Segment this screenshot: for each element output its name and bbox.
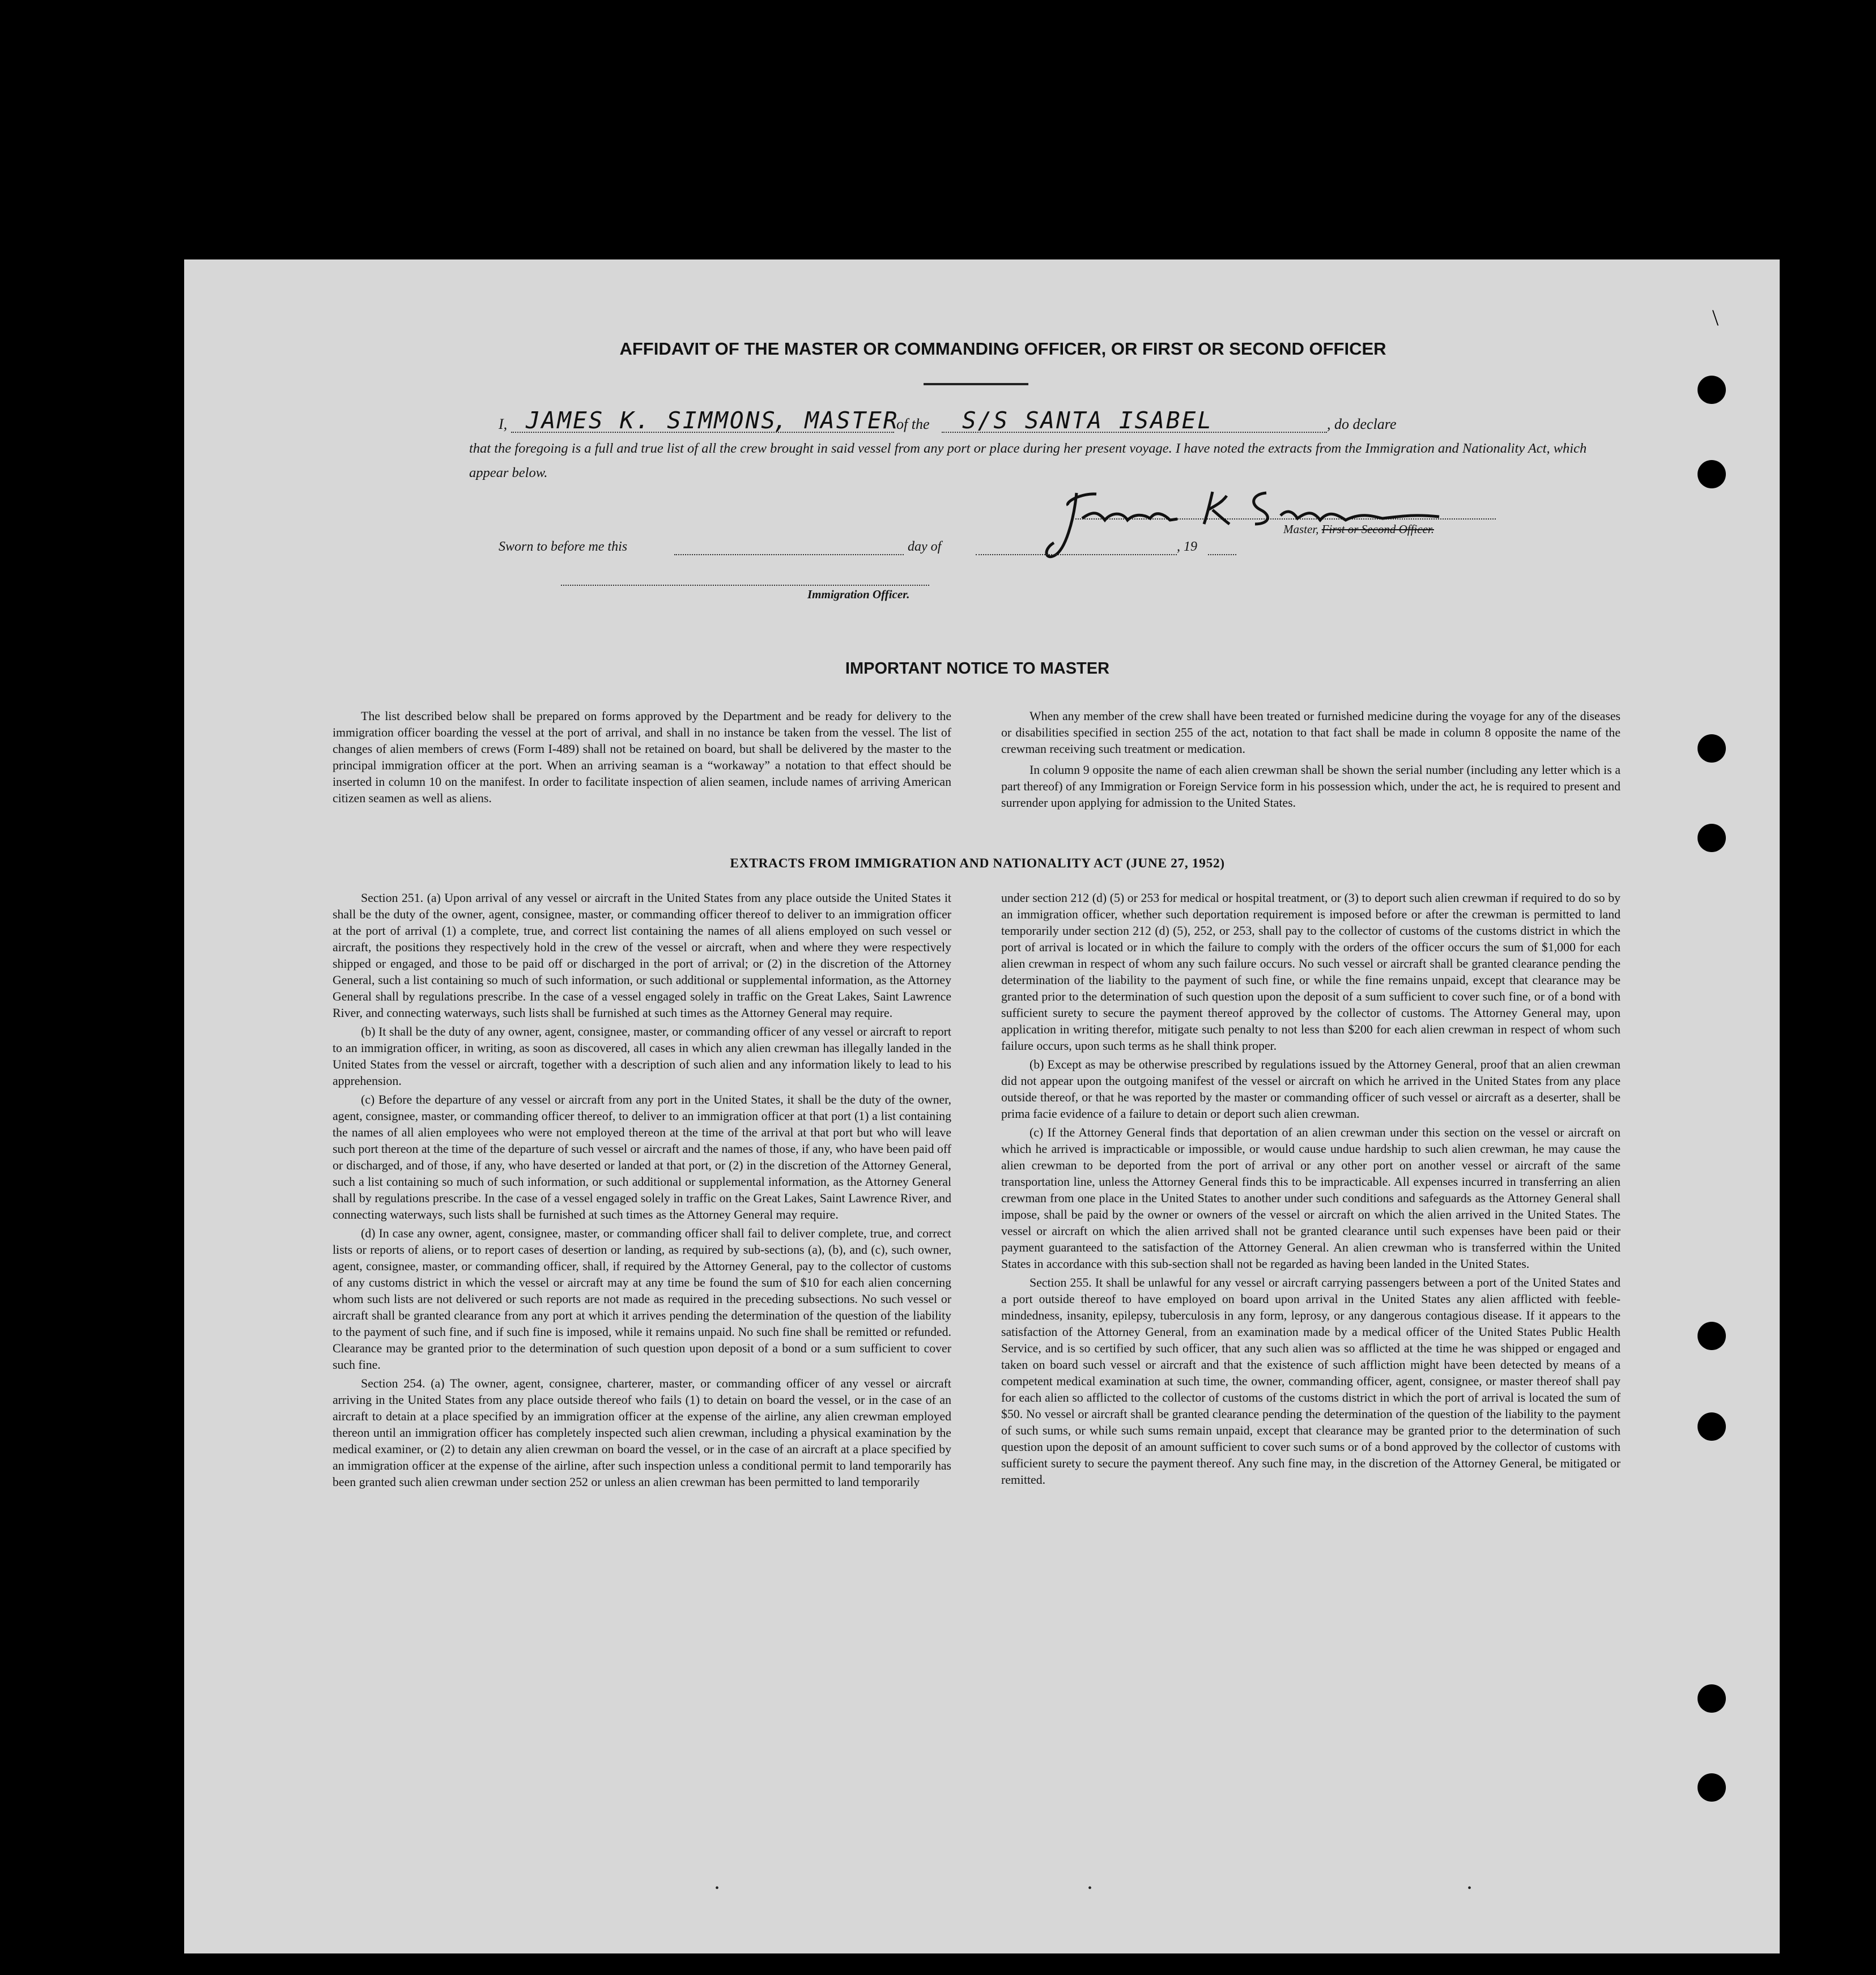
section-paragraph: (b) It shall be the duty of any owner, agent, consignee, master, or commanding officer of any vessel or aircraft to report to an immigration officer, in writing, as soon as discovered, all cases in which any alien crewman has illegally landed in the United States from the vessel or aircraft, together with a description of such alien and any information likely to lead to his apprehension. [333,1025,951,1088]
punch-hole [1698,824,1726,852]
punch-hole [1698,1684,1726,1713]
sworn-label: Sworn to before me this [499,539,628,554]
master-caption-text: Master, [1283,522,1319,536]
section-paragraph: Section 251. (a) Upon arrival of any vessel or aircraft in the United States from any place outside the United States it shall be the duty of the owner, agent, consignee, master, or commanding officer thereof to deliver to an immigration officer at the port of arrival (1) a complete, true, and correct list containing the names of all aliens employed on such vessel or aircraft, the positions they respectively hold in the crew of the vessel or aircraft, when and where they were respectively shipped or engaged, and those to be paid off or discharged in the port of arrival; or (2) in the discretion of the Attorney General, such a list containing so much of such information, or such additional or supplemental information, as the Attorney General shall by regulations prescribe. In the case of a vessel engaged solely in traffic on the Great Lakes, Saint Lawrence River, and connecting waterways, such lists shall be furnished at such times as the Attorney General may require. [333,891,951,1020]
i-label: I, [499,416,508,432]
notice-title: IMPORTANT NOTICE TO MASTER [845,659,1110,678]
master-caption [1283,522,1434,537]
officer-line [561,585,929,586]
punch-hole [1698,734,1726,763]
extracts-left-column [333,890,951,1493]
section-paragraph: Section 254. (a) The owner, agent, consignee, charterer, master, or commanding officer of any vessel or aircraft arriving in the United States from any place outside thereof who fails (1) to detain on board the vessel, or in the case of an aircraft to detain at a place specified by an immigration officer at the expense of the airline, any alien crewman employed thereon until an immigration officer has completely inspected such alien crewman, including a physical examination by the medical examiner, or (2) to detain any alien crewman on board the vessel, or in the case of an aircraft at a place specified by an immigration officer at the expense of the airline, after such inspection unless a conditional permit to land temporarily has been granted such alien crewman under section 252 or unless an alien crewman has been permitted to land temporarily [333,1377,951,1489]
sworn-month-blank [976,554,1177,555]
extracts-right-column [1001,890,1620,1491]
notice-left-paragraph: The list described below shall be prepared on forms approved by the Department and be ready for delivery to the immigration officer boarding the vessel at the port of arrival, and shall in no instance be taken from the vessel. The list of changes of alien members of crews (Form I-489) shall not be retained on board, but shall be delivered by the master to the principal immigration officer at the port. When an arriving seaman is a “workaway” a notation to that effect should be inserted in column 10 on the manifest. In order to facilitate inspection of alien seamen, include names of arriving American citizen seamen as well as aliens. [333,709,951,805]
punch-hole [1698,1322,1726,1350]
affidavit-title: AFFIDAVIT OF THE MASTER OR COMMANDING OFFICER, OR FIRST OR SECOND OFFICER [619,339,1386,359]
punch-hole [1698,1773,1726,1802]
extracts-title: EXTRACTS FROM IMMIGRATION AND NATIONALITY ACT (JUNE 27, 1952) [730,856,1225,871]
do-declare-label: , do declare [1327,416,1397,432]
declaration-text: that the foregoing is a full and true list of all the crew brought in said vessel from any port or place during her present voyage. I have noted the extracts from the Immigration and Nationality Act, which appear below. [469,441,1587,480]
stray-mark: • [715,1882,720,1895]
section-paragraph: Section 255. It shall be unlawful for any vessel or aircraft carrying passengers between a port of the United States and a port outside thereof to have employed on board upon arrival in the United States any alien afflicted with feeble-mindedness, insanity, epilepsy, tuberculosis in any form, leprosy, or any dangerous contagious disease. If it appears to the satisfaction of the Attorney General, from an examination made by a medical officer of the United States Public Health Service, and is so certified by such officer, that any such alien was so afflicted at the time he was shipped or engaged and taken on board such vessel or aircraft and that the existence of such affliction might have been detected by means of a competent medical examination at such time, the owner, commanding officer, agent, consignee, or master thereof shall pay for each alien so afflicted to the collector of customs of the customs district in which the port of arrival is located the sum of $50. No vessel or aircraft shall be granted clearance pending the determination of the question of the liability to the payment of such sums, or while such sums remain unpaid, except that clearance may be granted prior to the determination of such question upon the deposit of an amount sufficient to cover such sums or of a bond approved by the collector of customs with sufficient surety to secure the payment thereof. Any such fine may, in the discretion of the Attorney General, be mitigated or remitted. [1001,1276,1620,1487]
notice-right-paragraph: When any member of the crew shall have been treated or furnished medicine during the voyage for any of the diseases or disabilities specified in section 255 of the act, notation to that fact shall be made in column 8 opposite the name of the crewman receiving such treatment or medication. [1001,709,1620,756]
year-blank [1208,554,1236,555]
notice-left-column [333,708,951,809]
punch-hole [1698,376,1726,404]
notice-right-paragraph: In column 9 opposite the name of each alien crewman shall be shown the serial number (including any letter which is a part thereof) of any Immigration or Foreign Service form in his possession which, under the act, he is required to present and surrender upon applying for admission to the United States. [1001,763,1620,810]
sworn-day-blank [674,554,904,555]
section-paragraph: (c) Before the departure of any vessel or aircraft from any port in the United States, it shall be the duty of the owner, agent, consignee, master, or commanding officer thereof, to deliver to an immigration officer at that port (1) a list containing the names of all alien employees who were not employed thereon at the time of the arrival at that port but who will leave such port thereon at the time of the departure of such vessel or aircraft and the names of those, if any, who have been paid off or discharged, and of those, if any, who have deserted or landed at that port, or (2) in the discretion of the Attorney General, such a list containing so much of such information, or such additional or supplemental information, as the Attorney General shall by regulations prescribe. In the case of a vessel engaged solely in traffic on the Great Lakes, Saint Lawrence River, and connecting waterways, such lists shall be furnished at such times as the Attorney General may require. [333,1093,951,1221]
master-signature [1043,470,1496,561]
declaration-line [499,397,1620,437]
handwritten-vessel: S/S SANTA ISABEL [962,407,1213,434]
handwritten-name: JAMES K. SIMMONS [526,407,777,434]
notice-right-column [1001,708,1620,814]
day-of-label: day of [908,539,942,554]
year-label: , 19 [1177,539,1197,554]
of-the-label: of the [896,416,930,432]
struck-caption-text: First or Second Officer. [1321,522,1434,536]
corner-mark: \ [1712,305,1719,330]
section-paragraph: (b) Except as may be otherwise prescribed by regulations issued by the Attorney General, proof that an alien crewman did not appear upon the outgoing manifest of the vessel or aircraft on which he arrived in the United States from any place outside thereof, or that he was reported by the master or commanding officer of such vessel or aircraft as a deserter, shall be prima facie evidence of a failure to detain or deport such alien crewman. [1001,1058,1620,1121]
punch-hole [1698,1412,1726,1441]
section-paragraph: under section 212 (d) (5) or 253 for medical or hospital treatment, or (3) to deport such alien crewman if required to do so by an immigration officer, whether such deportation requirement is imposed before or after the crewman is permitted to land temporarily under section 212 (d) (5), 252, or 253, shall pay to the collector of customs of the customs district in which the port of arrival is located or in which the failure to comply with the orders of the officer occurs the sum of $1,000 for each alien crewman in respect of whom any such failure occurs. No such vessel or aircraft shall be granted clearance pending the determination of the liability to the payment of such fine, or while the fine remains unpaid, except that clearance may be granted prior to the determination of such question upon the deposit of a sum sufficient to cover such fine, or of a bond with sufficient surety to secure the payment thereof approved by the collector of customs. The Attorney General may, upon application in writing therefor, mitigate such penalty to not less than $200 for each alien crewman in respect of whom such failure occurs, upon such terms as he shall think proper. [1001,891,1620,1053]
section-paragraph: (d) In case any owner, agent, consignee, master, or commanding officer shall fail to deliver complete, true, and correct lists or reports of aliens, or to report cases of desertion or landing, as required by sub-sections (a), (b), and (c), such owner, agent, consignee, master, or commanding officer, shall, if required by the Attorney General, pay to the collector of customs of any customs district in which the vessel or aircraft may at any time be found the sum of $10 for each alien concerning whom such lists are not delivered or such reports are not made as required in the preceding subsections. No such vessel or aircraft shall be granted clearance from any port at which it arrives pending the determination of the question of the liability to the payment of such fine, and if such fine is imposed, while it remains unpaid. No such fine shall be remitted or refunded. Clearance may be granted prior to the determination of such question upon deposit of a bond or a sum sufficient to cover such fine. [333,1227,951,1372]
title-rule [924,383,1028,385]
section-paragraph: (c) If the Attorney General finds that deportation of an alien crewman under this section on the vessel or aircraft on which he arrived is impracticable or impossible, or would cause undue hardship to such alien crewman, he may cause the alien crewman to be deported from the port of arrival or any other port on another vessel or aircraft of the same transportation line, unless the Attorney General finds this to be impracticable. All expenses incurred in transferring an alien crewman from one place in the United States to another under such conditions and safeguards as the Attorney General shall impose, shall be paid by the owner or owners of the vessel or aircraft on which the alien arrived in the United States. The vessel or aircraft on which the alien arrived shall not be granted clearance until such expenses have been paid or their payment guaranteed to the satisfaction of the Attorney General. An alien crewman who is transferred within the United States in accordance with this sub-section shall not be regarded as having been landed in the United States. [1001,1126,1620,1271]
stray-mark: • [1467,1882,1472,1895]
officer-caption: Immigration Officer. [807,588,910,601]
handwritten-rank: , MASTER [773,407,899,434]
stray-mark: • [1088,1882,1092,1895]
punch-hole [1698,460,1726,488]
